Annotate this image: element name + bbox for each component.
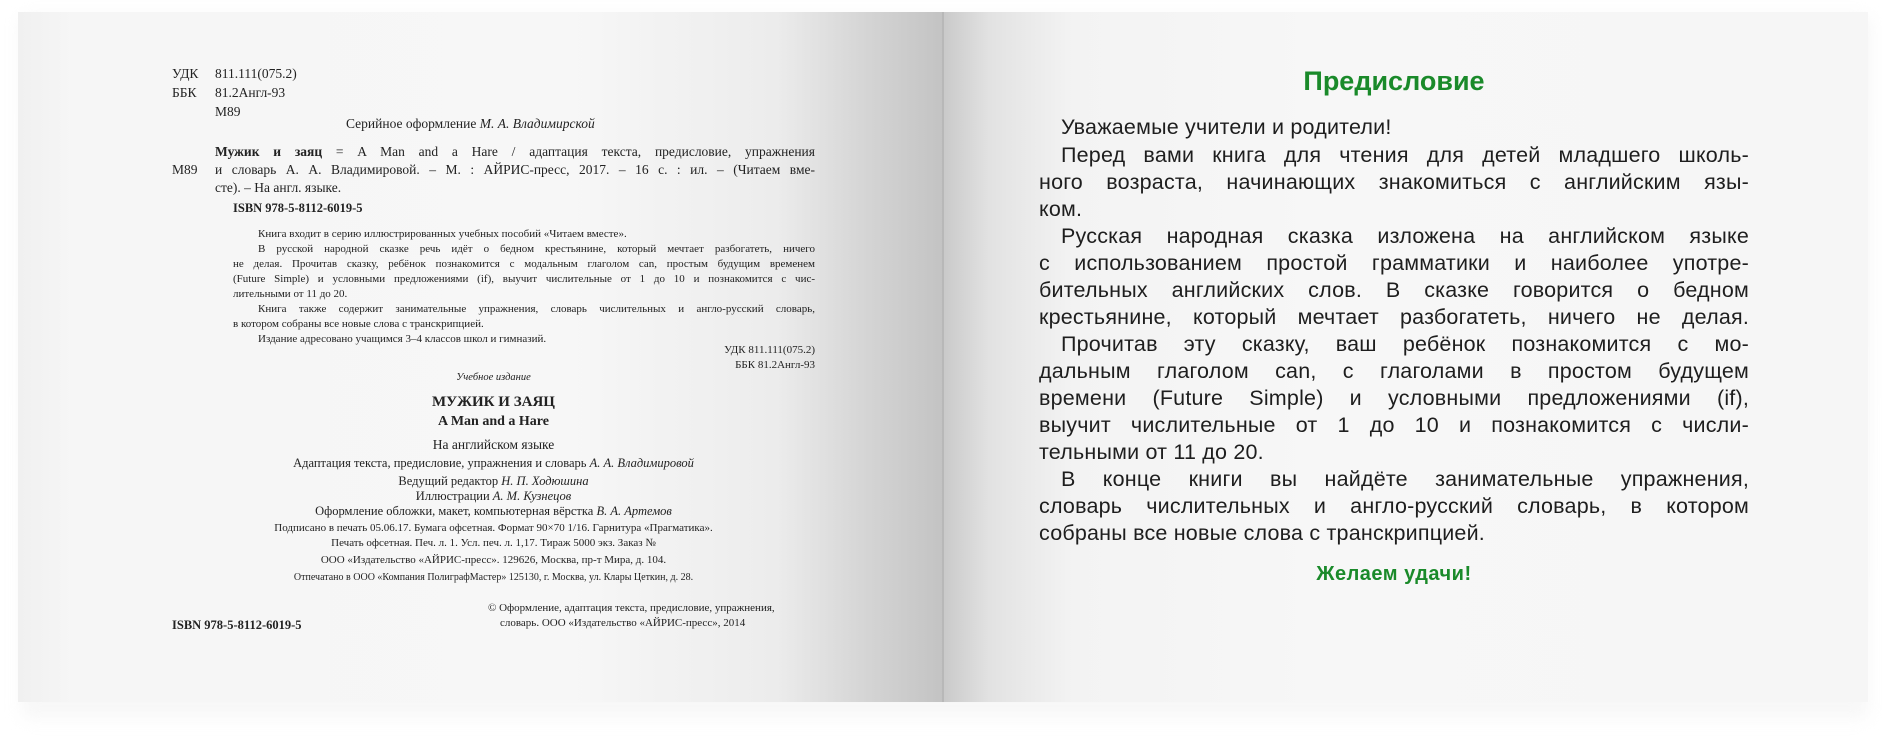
catalog-line-1-rest: = A Man and a Hare / адаптация текста, предисловие, упражнения — [322, 144, 815, 159]
catalog-title: Мужик и заяц — [215, 144, 323, 159]
preface-line: ного возраста, начинающих знакомиться с английским язы- — [1039, 170, 1749, 194]
annotation-line: В русской народной сказке речь идёт о бедном крестьянине, который мечтает разбогатеть, ничего — [258, 243, 815, 255]
bbk-code: 81.2Англ-93 — [215, 85, 286, 100]
cover-credit — [172, 504, 815, 519]
copyright-line-2: словарь. ООО «Издательство «АЙРИС-пресс», 2014 — [500, 617, 746, 629]
illustrations-credit — [172, 489, 815, 504]
annotation-line: Издание адресовано учащимся 3–4 классов школ и гимназий. — [258, 333, 547, 345]
preface-line: Уважаемые учители и родители! — [1061, 115, 1392, 139]
editor-name: Н. П. Ходюшина — [501, 474, 589, 488]
cover-label: Оформление обложки, макет, компьютерная вёрстка — [315, 504, 594, 518]
isbn-top: ISBN 978-5-8112-6019-5 — [233, 201, 363, 215]
annotation-line: (Future Simple) и условными предложениями (if), выучит числительные от 1 до 10 и познакомится с чис- — [233, 273, 815, 285]
preface-heading: Предисловие — [1303, 66, 1485, 96]
series-design — [346, 116, 595, 132]
publisher-line: ООО «Издательство «АЙРИС-пресс». 129626, Москва, пр-т Мира, д. 104. — [320, 554, 667, 566]
preface-line: словарь числительных и англо-русский словарь, в котором — [1039, 494, 1749, 518]
print-line-1: Подписано в печать 05.06.17. Бумага офсетная. Формат 90×70 1/16. Гарнитура «Прагматика». — [274, 522, 713, 534]
catalog-line-2: и словарь А. А. Владимировой. – М. : АЙРИС-пресс, 2017. – 16 с. : ил. – (Читаем вме- — [215, 162, 815, 177]
adaptation-label: Адаптация текста, предисловие, упражнения и словарь — [293, 456, 587, 470]
annotation-line: в котором собраны все новые слова с транскрипцией. — [233, 318, 484, 330]
annotation-line: Книга входит в серию иллюстрированных учебных пособий «Читаем вместе». — [258, 228, 627, 240]
isbn-bottom: ISBN 978-5-8112-6019-5 — [172, 618, 302, 632]
editor-credit — [172, 474, 815, 489]
udk-label: УДК — [172, 66, 199, 81]
series-design-label: Серийное оформление — [346, 116, 477, 131]
annotation-line: лительными от 11 до 20. — [233, 288, 348, 300]
preface-line: ком. — [1039, 197, 1083, 221]
preface-line: Перед вами книга для чтения для детей младшего школь- — [1061, 143, 1749, 167]
preface-line: В конце книги вы найдёте занимательные упражнения, — [1061, 467, 1749, 491]
preface-line: дальным глаголом can, с глаголами в простом будущем — [1039, 359, 1749, 383]
adaptation-credit — [172, 456, 815, 471]
printed-line: Отпечатано в ООО «Компания ПолиграфМастер» 125130, г. Москва, ул. Клары Цеткин, д. 28. — [293, 572, 694, 583]
preface-line: собраны все новые слова с транскрипцией. — [1039, 521, 1485, 545]
copyright-line-1: © Оформление, адаптация текста, предисловие, упражнения, — [488, 602, 775, 614]
annotation-line: Книга также содержит занимательные упражнения, словарь числительных и англо-русский словарь, — [258, 303, 815, 315]
preface-line: бительных английских слов. В сказке говорится о бедном — [1039, 278, 1749, 302]
preface-line: Прочитав эту сказку, ваш ребёнок познакомится с мо- — [1061, 332, 1749, 356]
illustrations-name: А. М. Кузнецов — [492, 489, 572, 503]
series-design-name: М. А. Владимирской — [479, 116, 595, 131]
cover-name: В. А. Артемов — [596, 504, 672, 518]
title-ru: МУЖИК И ЗАЯЦ — [432, 394, 555, 410]
udk-code: 811.111(075.2) — [215, 66, 297, 81]
preface-line: времени (Future Simple) и условными предложениями (if), — [1039, 386, 1749, 410]
illustrations-label: Иллюстрации — [415, 489, 490, 503]
editor-label: Ведущий редактор — [398, 474, 499, 488]
preface-line: Русская народная сказка изложена на английском языке — [1061, 224, 1749, 248]
print-line-2: Печать офсетная. Печ. л. 1. Усл. печ. л. 1,17. Тираж 5000 экз. Заказ № — [331, 537, 656, 549]
preface-line: выучит числительные от 1 до 10 и познакомится с числи- — [1039, 413, 1749, 437]
catalog-mark: М89 — [172, 162, 198, 177]
preface-line: тельными от 11 до 20. — [1039, 440, 1264, 464]
preface-line: крестьянине, который мечтает разбогатеть, ничего не делая. — [1039, 305, 1749, 329]
annotation-line: не делая. Прочитав сказку, ребёнок познакомится с модальным глаголом can, простым будущим временем — [233, 258, 815, 270]
catalog-line-3: сте). – На англ. языке. — [215, 180, 342, 195]
title-en: A Man and a Hare — [438, 414, 549, 429]
edition-type: Учебное издание — [456, 372, 531, 383]
language: На английском языке — [432, 437, 555, 452]
adaptation-name: А. А. Владимировой — [589, 456, 694, 470]
preface-line: с использованием простой грамматики и наиболее употре- — [1039, 251, 1749, 275]
bbk-label: ББК — [172, 85, 197, 100]
preface-closing: Желаем удачи! — [1316, 563, 1472, 585]
catalog-line-1 — [215, 144, 815, 160]
book-spine — [942, 12, 944, 702]
author-mark: М89 — [215, 104, 241, 119]
bbk-right: ББК 81.2Англ-93 — [735, 359, 815, 371]
udk-right: УДК 811.111(075.2) — [724, 344, 815, 356]
